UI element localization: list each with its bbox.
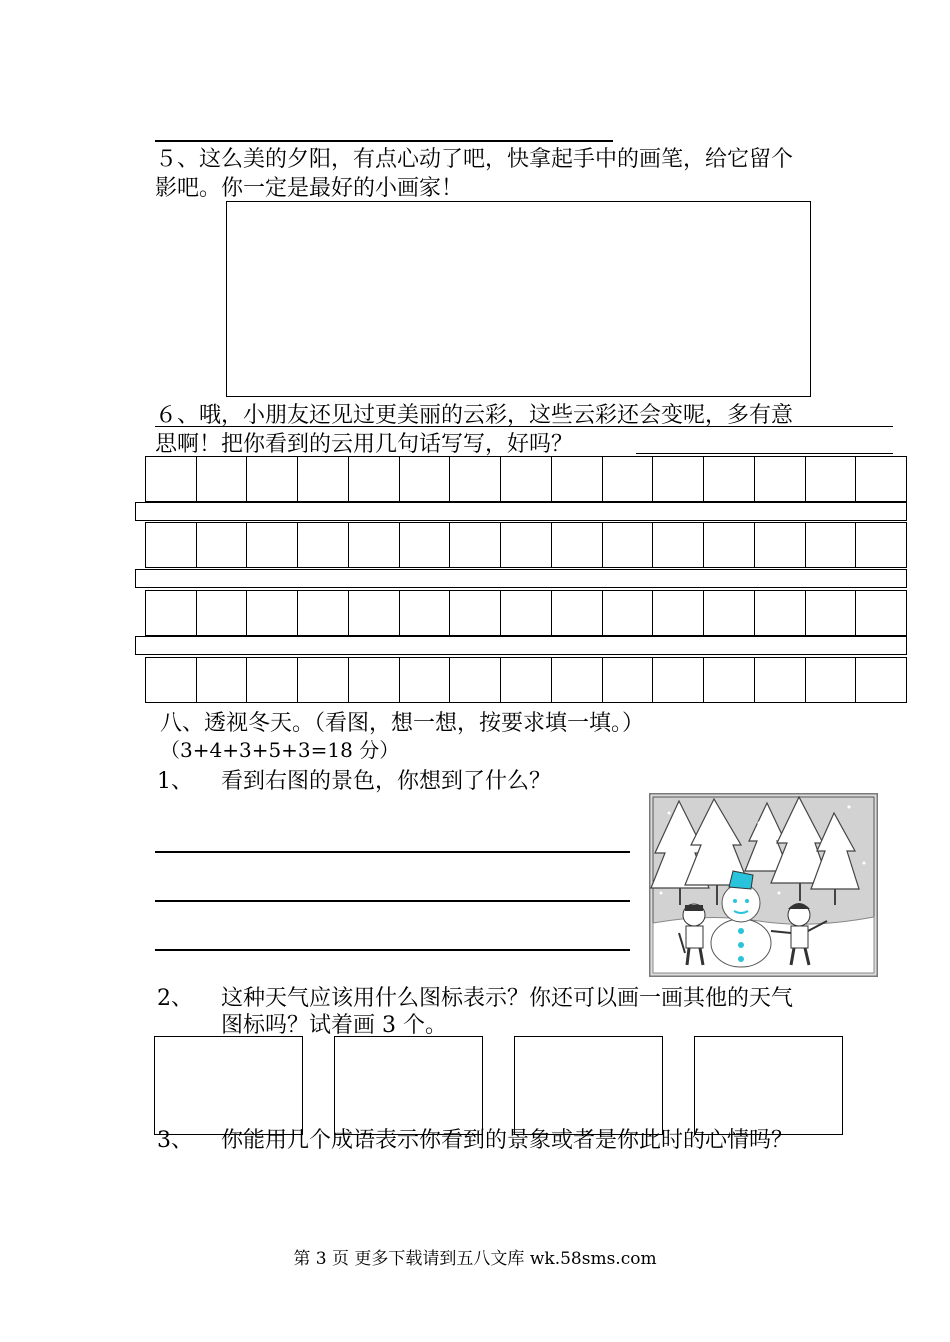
grid-cell[interactable] — [704, 523, 755, 567]
q3-text: 你能用几个成语表示你看到的景象或者是你此时的心情吗？ — [221, 1128, 794, 1153]
grid-cell[interactable] — [704, 457, 755, 501]
grid-cell[interactable] — [197, 658, 248, 702]
grid-cell[interactable] — [450, 591, 501, 635]
q2-line1: 这种天气应该用什么图标表示？你还可以画一画其他的天气 — [221, 986, 794, 1011]
grid-cell[interactable] — [146, 523, 197, 567]
q5-line2: 影吧。你一定是最好的小画家！ — [155, 176, 464, 201]
q1-answer-line-2[interactable] — [155, 900, 630, 902]
grid-cell[interactable] — [146, 658, 197, 702]
grid-cell[interactable] — [755, 591, 806, 635]
q1-number: 1、 — [157, 769, 193, 794]
grid-cell[interactable] — [806, 523, 857, 567]
grid-cell[interactable] — [856, 523, 906, 567]
grid-cell[interactable] — [552, 658, 603, 702]
grid-cell[interactable] — [552, 523, 603, 567]
winter-snowman-picture — [649, 793, 878, 977]
grid-cell[interactable] — [806, 658, 857, 702]
grid-cell[interactable] — [298, 658, 349, 702]
q3-number: 3、 — [157, 1128, 193, 1153]
grid-row — [145, 456, 907, 502]
grid-cell[interactable] — [298, 591, 349, 635]
grid-cell[interactable] — [400, 658, 451, 702]
grid-row — [145, 522, 907, 568]
grid-cell[interactable] — [349, 523, 400, 567]
grid-cell[interactable] — [501, 457, 552, 501]
grid-cell[interactable] — [450, 658, 501, 702]
q2-line2: 图标吗？试着画 3 个。 — [221, 1013, 447, 1038]
grid-row — [145, 590, 907, 636]
grid-cell[interactable] — [603, 658, 654, 702]
grid-cell[interactable] — [349, 591, 400, 635]
grid-cell[interactable] — [755, 457, 806, 501]
weather-icon-box-1[interactable] — [154, 1036, 303, 1135]
grid-cell[interactable] — [197, 457, 248, 501]
grid-cell[interactable] — [552, 591, 603, 635]
weather-icon-box-2[interactable] — [334, 1036, 483, 1135]
grid-cell[interactable] — [856, 591, 906, 635]
grid-cell[interactable] — [603, 523, 654, 567]
grid-cell[interactable] — [349, 457, 400, 501]
grid-cell[interactable] — [247, 591, 298, 635]
grid-cell[interactable] — [298, 457, 349, 501]
grid-cell[interactable] — [653, 658, 704, 702]
grid-cell[interactable] — [400, 457, 451, 501]
grid-cell[interactable] — [501, 658, 552, 702]
grid-row — [145, 657, 907, 703]
grid-cell[interactable] — [501, 523, 552, 567]
grid-cell[interactable] — [450, 457, 501, 501]
grid-cell[interactable] — [197, 523, 248, 567]
grid-cell[interactable] — [349, 658, 400, 702]
grid-cell[interactable] — [450, 523, 501, 567]
grid-cell[interactable] — [856, 658, 906, 702]
grid-cell[interactable] — [400, 591, 451, 635]
grid-cell[interactable] — [755, 523, 806, 567]
grid-cell[interactable] — [146, 591, 197, 635]
grid-cell[interactable] — [603, 457, 654, 501]
q6-line2: 思啊！把你看到的云用几句话写写，好吗？ — [155, 432, 574, 457]
grid-cell[interactable] — [704, 658, 755, 702]
weather-icon-box-4[interactable] — [694, 1036, 843, 1135]
grid-separator-strip — [135, 502, 907, 521]
grid-separator-strip — [135, 636, 907, 655]
q1-text: 看到右图的景色，你想到了什么？ — [221, 769, 552, 794]
section8-score: （3+4+3+5+3=18 分） — [160, 738, 400, 762]
grid-cell[interactable] — [197, 591, 248, 635]
grid-cell[interactable] — [653, 457, 704, 501]
q6-underline — [155, 426, 893, 427]
grid-cell[interactable] — [653, 523, 704, 567]
q2-number: 2、 — [157, 986, 193, 1011]
top-answer-line — [155, 140, 613, 142]
grid-cell[interactable] — [298, 523, 349, 567]
q6-underline-2 — [636, 453, 893, 454]
grid-cell[interactable] — [653, 591, 704, 635]
q1-answer-line-1[interactable] — [155, 851, 630, 853]
q6-line1: ６、哦，小朋友还见过更美丽的云彩，这些云彩还会变呢，多有意 — [155, 403, 794, 428]
grid-cell[interactable] — [603, 591, 654, 635]
q5-line1: ５、这么美的夕阳，有点心动了吧，快拿起手中的画笔，给它留个 — [155, 147, 794, 172]
grid-separator-strip — [135, 569, 907, 588]
grid-cell[interactable] — [247, 658, 298, 702]
drawing-box[interactable] — [226, 201, 811, 397]
grid-cell[interactable] — [806, 591, 857, 635]
grid-cell[interactable] — [704, 591, 755, 635]
grid-cell[interactable] — [856, 457, 906, 501]
page-footer: 第 3 页 更多下载请到五八文库 wk.58sms.com — [293, 1249, 657, 1269]
grid-cell[interactable] — [247, 523, 298, 567]
grid-cell[interactable] — [552, 457, 603, 501]
grid-cell[interactable] — [247, 457, 298, 501]
section8-title: 八、透视冬天。（看图，想一想，按要求填一填。） — [160, 711, 645, 736]
grid-cell[interactable] — [400, 523, 451, 567]
grid-cell[interactable] — [146, 457, 197, 501]
grid-cell[interactable] — [755, 658, 806, 702]
grid-cell[interactable] — [501, 591, 552, 635]
weather-icon-box-3[interactable] — [514, 1036, 663, 1135]
q1-answer-line-3[interactable] — [155, 949, 630, 951]
grid-cell[interactable] — [806, 457, 857, 501]
